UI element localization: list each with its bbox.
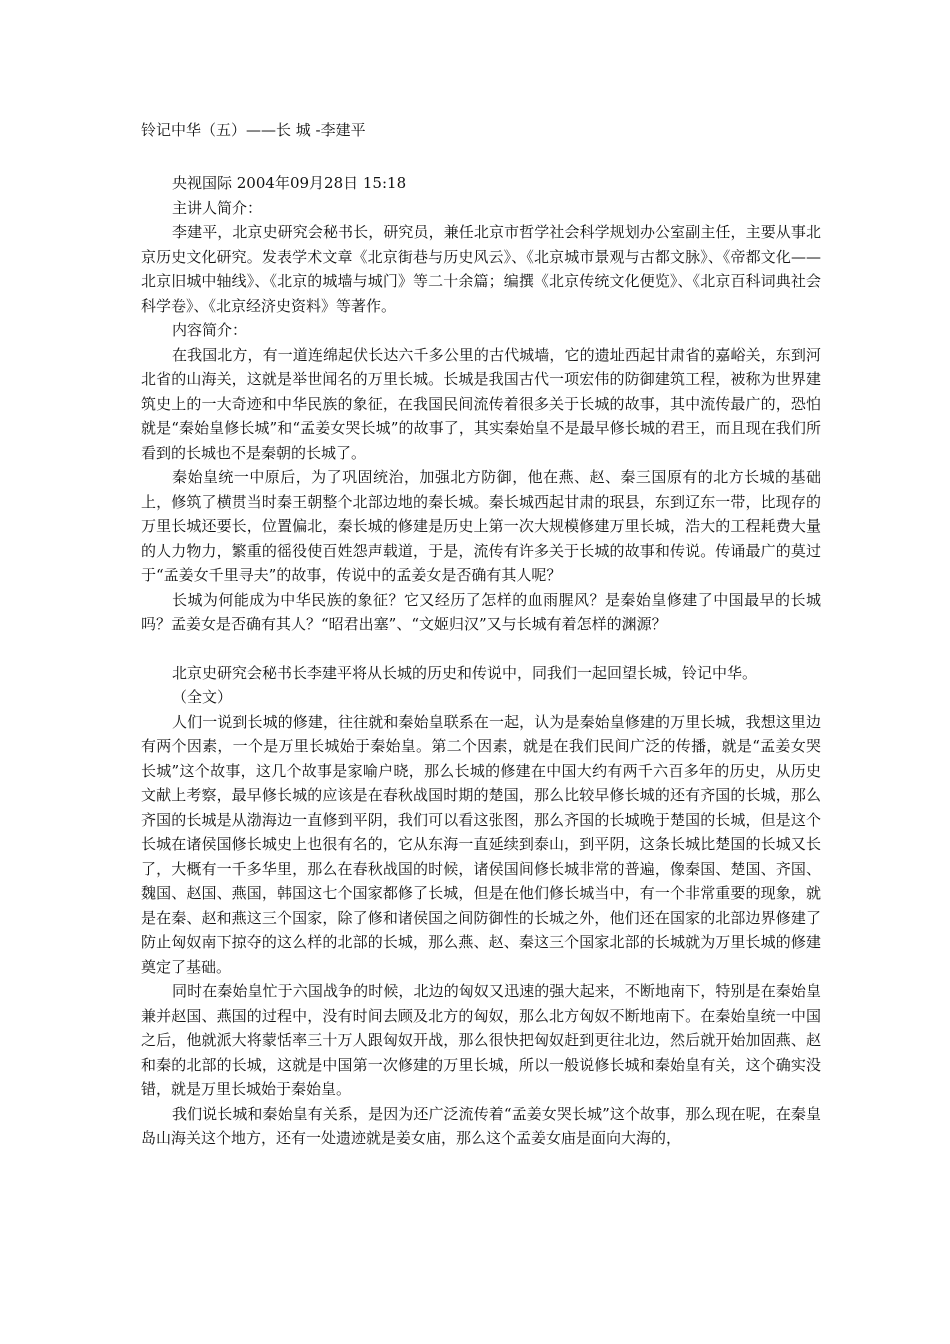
document-title: 铃记中华（五）——长 城 -李建平 [141, 121, 366, 139]
paragraph-gap [141, 637, 821, 661]
lecture-intro-line: 北京史研究会秘书长李建平将从长城的历史和传说中，同我们一起回望长城，铃记中华。 [172, 663, 758, 682]
body-paragraph-2: 同时在秦始皇忙于六国战争的时候，北边的匈奴又迅速的强大起来，不断地南下，特别是在秦始皇兼并赵国、燕国的过程中，没有时间去顾及北方的匈奴，那么北方匈奴不断地南下。在秦始皇统一中国之后，他就派大将蒙恬率三十万人跟匈奴开战，那么很快把匈奴赶到更往北边，然后就开始加固燕、赵和秦的北部的长城，这就是中国第一次修建的万里长城，所以一般说修长城和秦始皇有关，这个确实没错，就是万里长城始于秦始皇。 [141, 982, 821, 1098]
document-page [141, 118, 821, 1151]
broadcast-date-line: 央视国际 2004年09月28日 15:18 [172, 174, 407, 192]
body-paragraph-1: 人们一说到长城的修建，往往就和秦始皇联系在一起，认为是秦始皇修建的万里长城，我想这里边有两个因素，一个是万里长城始于秦始皇。第二个因素，就是在我们民间广泛的传播，就是“孟姜女哭长城”这个故事，这几个故事是家喻户晓，那么长城的修建在中国大约有两千六百多年的历史，从历史文献上考察，最早修长城的应该是在春秋战国时期的楚国，那么比较早修长城的还有齐国的长城，那么齐国的长城是从渤海边一直修到平阴，我们可以看这张图，那么齐国的长城晚于楚国的长城，但是这个长城在诸侯国修长城史上也很有名的，它从东海一直延续到泰山，到平阴，这条长城比楚国的长城又长了，大概有一千多华里，那么在春秋战国的时候，诸侯国间修长城非常的普遍，像秦国、楚国、齐国、魏国、赵国、燕国，韩国这七个国家都修了长城，但是在他们修长城当中，有一个非常重要的现象，就是在秦、赵和燕这三个国家，除了修和诸侯国之间防御性的长城之外，他们还在国家的北部边界修建了防止匈奴南下掠夺的这么样的北部的长城，那么燕、赵、秦这三个国家北部的长城就为万里长城的修建奠定了基础。 [141, 712, 821, 976]
content-intro-heading: 内容简介： [172, 321, 248, 339]
content-paragraph-2: 秦始皇统一中原后，为了巩固统治，加强北方防御，他在燕、赵、秦三国原有的北方长城的基础上，修筑了横贯当时秦王朝整个北部边地的秦长城。秦长城西起甘肃的珉县，东到辽东一带，比现存的万里长城还要长，位置偏北，秦长城的修建是历史上第一次大规模修建万里长城，浩大的工程耗费大量的人力物力，繁重的徭役使百姓怨声载道，于是，流传有许多关于长城的故事和传说。传诵最广的莫过于“孟姜女千里寻夫”的故事，传说中的孟姜女是否确有其人呢？ [141, 468, 821, 584]
content-paragraph-1: 在我国北方，有一道连绵起伏长达六千多公里的古代城墙，它的遗址西起甘肃省的嘉峪关，东到河北省的山海关，这就是举世闻名的万里长城。长城是我国古代一项宏伟的防御建筑工程，被称为世界建筑史上的一大奇迹和中华民族的象征，在我国民间流传着很多关于长城的故事，其中流传最广的，恐怕就是“秦始皇修长城”和“孟姜女哭长城”的故事了，其实秦始皇不是最早修长城的君王，而且现在我们所看到的长城也不是秦朝的长城了。 [141, 345, 821, 462]
speaker-bio-paragraph: 李建平，北京史研究会秘书长，研究员，兼任北京市哲学社会科学规划办公室副主任，主要从事北京历史文化研究。发表学术文章《北京街巷与历史风云》、《北京城市景观与古都文脉》、《帝都文化——北京旧城中轴线》、《北京的城墙与城门》等二十余篇；编撰《北京传统文化便览》、《北京百科词典社会科学卷》、《北京经济史资料》等著作。 [141, 223, 821, 315]
full-text-label: （全文） [172, 688, 233, 706]
speaker-intro-heading: 主讲人简介： [172, 198, 263, 217]
body-paragraph-3: 我们说长城和秦始皇有关系，是因为还广泛流传着“孟姜女哭长城”这个故事，那么现在呢，在秦皇岛山海关这个地方，还有一处遗迹就是姜女庙，那么这个孟姜女庙是面向大海的， [141, 1104, 821, 1147]
content-paragraph-3: 长城为何能成为中华民族的象征？它又经历了怎样的血雨腥风？是秦始皇修建了中国最早的长城吗？孟姜女是否确有其人？“昭君出塞”、“文姬归汉”又与长城有着怎样的渊源？ [141, 590, 821, 633]
